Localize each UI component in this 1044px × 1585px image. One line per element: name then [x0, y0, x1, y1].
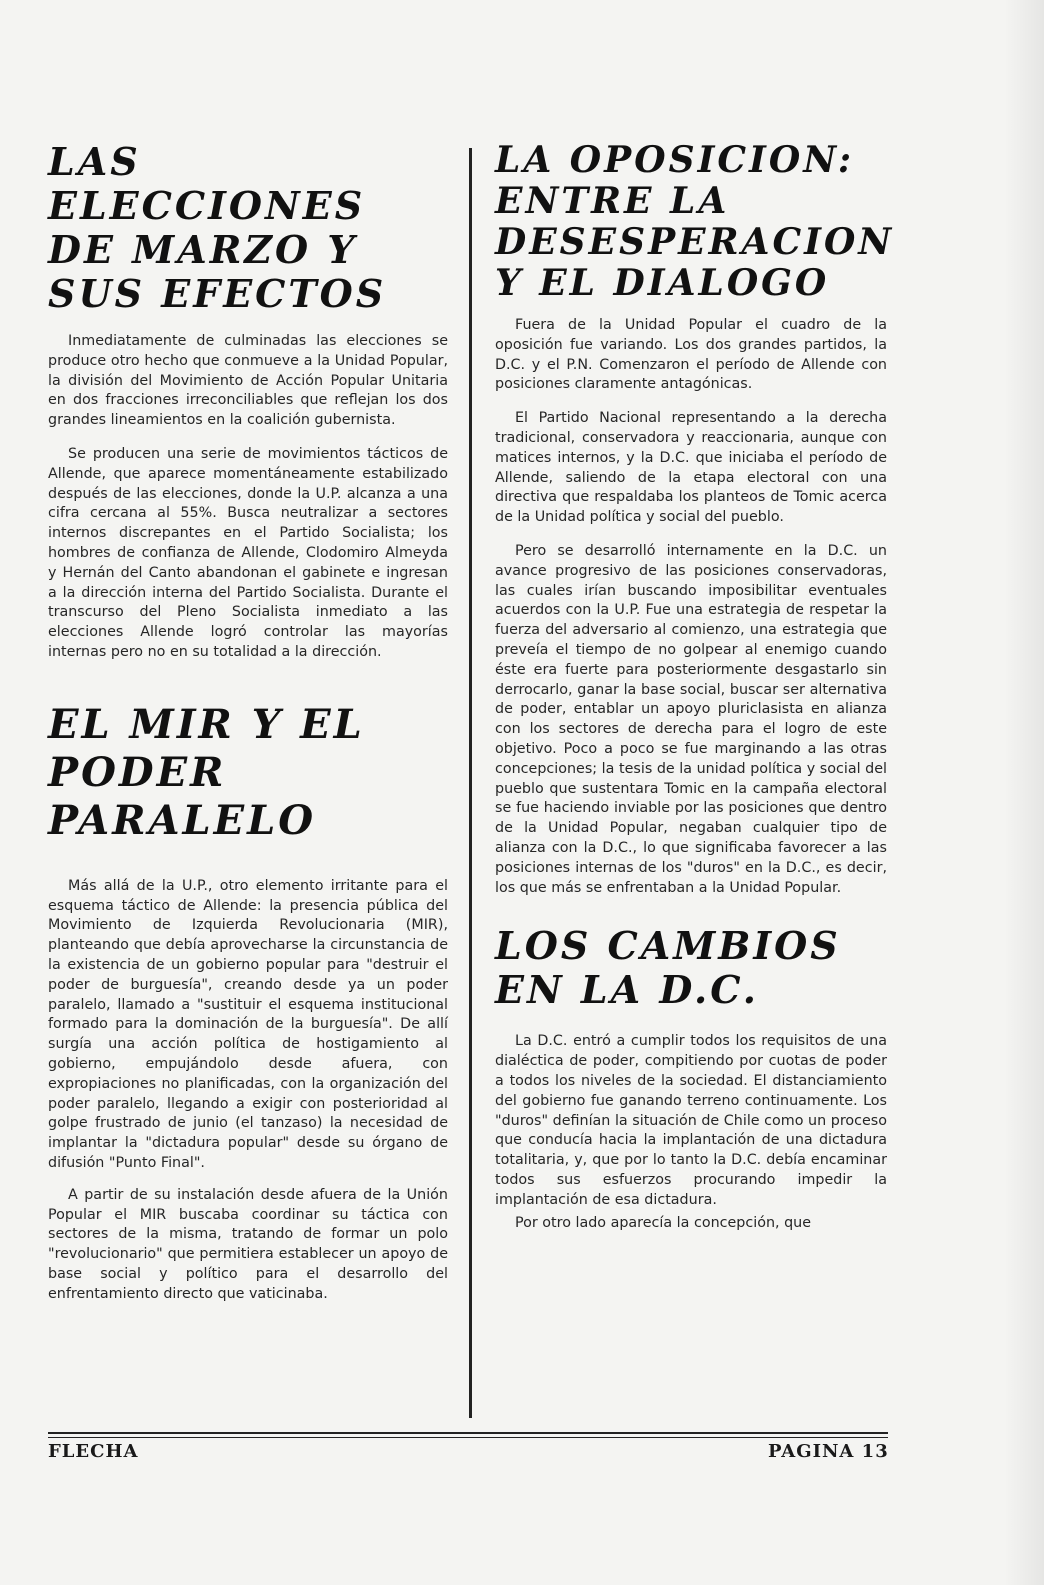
- article-elecciones: [48, 140, 448, 663]
- paragraph: Fuera de la Unidad Popular el cuadro de la oposición fue variando. Los dos grandes partidos, la D.C. y el P.N. Comenzaron el período de Allende con posiciones claramente antagónicas.: [495, 317, 887, 393]
- paragraph: La D.C. entró a cumplir todos los requisitos de una dialéctica de poder, compitiendo por cuotas de poder a todos los niveles de la sociedad. El distanciamiento del gobierno fue ganando terreno continuamente. Los "duros" definían la situación de Chile como un proceso que conducía hacia la implantación de una dictadura totalitaria, y, que por lo tanto la D.C. debía encaminar todos sus esfuerzos procurando impedir la implantación de esa dictadura.: [495, 1033, 887, 1208]
- article-mir: [48, 701, 448, 1305]
- footer-rule: [48, 1432, 888, 1434]
- headline-cambios: LOS CAMBIOS EN LA D.C.: [495, 923, 841, 1013]
- paragraph: Más allá de la U.P., otro elemento irritante para el esquema táctico de Allende: la presencia pública del Movimiento de Izquierda Revolucionaria (MIR), planteando que debía aprovecharse la circunstancia de la existencia de un gobierno popular para "destruir el poder de burguesía", creando desde ya un poder paralelo, llamado a "sustituir el esquema institucional formado para la dominación de la burguesía". De allí surgía una acción política de hostigamiento al gobierno, empujándolo desde afuera, con expropiaciones no planificadas, con la organización del poder paralelo, llegando a exigir con posterioridad al golpe frustrado de junio (el tanzaso) la necesidad de implantar la "dictadura popular" desde su órgano de difusión "Punto Final".: [48, 877, 448, 1171]
- paragraph: A partir de su instalación desde afuera de la Unión Popular el MIR buscaba coordinar su táctica con sectores de la misma, tratando de formar un polo "revolucionario" que permitiera establecer un apoyo de base social y político para el desarrollo del enfrentamiento directo que vaticinaba.: [48, 1186, 448, 1302]
- headline-oposicion: LA OPOSICION: ENTRE LA DESESPERACION Y EL DIALOGO: [495, 139, 895, 304]
- paragraph: Por otro lado aparecía la concepción, que: [515, 1215, 812, 1232]
- right-column: [495, 139, 895, 1234]
- left-column: [48, 140, 448, 1304]
- headline-elecciones: LAS ELECCIONES DE MARZO Y SUS EFECTOS: [48, 139, 387, 316]
- article-cambios: [495, 924, 887, 1234]
- article-oposicion: [495, 139, 895, 898]
- footer-rule: [48, 1437, 888, 1438]
- page-edge-shading: [1004, 0, 1044, 1585]
- paragraph: El Partido Nacional representando a la derecha tradicional, conservadora y reaccionaria, aunque con matices internos, y la D.C. que iniciaba el período de Allende, saliendo de la etapa electoral con una directiva que respaldaba los planteos de Tomic acerca de la Unidad política y social del pueblo.: [495, 410, 887, 526]
- paragraph: Se producen una serie de movimientos tácticos de Allende, que aparece momentáneamente estabilizado después de las elecciones, donde la U.P. alcanza a una cifra cercana al 55%. Busca neutralizar a sectores internos discrepantes en el Partido Socialista; los hombres de confianza de Allende, Clodomiro Almeyda y Hernán del Canto abandonan el gabinete e ingresan a la dirección interna del Partido Socialista. Durante el transcurso del Pleno Socialista inmediato a las elecciones Allende logró controlar las mayorías internas pero no en su totalidad a la dirección.: [48, 445, 448, 660]
- paragraph: Pero se desarrolló internamente en la D.C. un avance progresivo de las posiciones conservadoras, las cuales irían buscando imposibilitar eventuales acuerdos con la U.P. Fue una estrategia de respetar la fuerza del adversario al comienzo, una estrategia que preveía el tiempo de no golpear al enemigo cuando éste era fuerte para posteriormente desgastarlo sin derrocarlo, ganar la base social, buscar ser alternativa de poder, entablar un apoyo pluriclasista en alianza con los sectores de derecha para el logro de este objetivo. Poco a poco se fue marginando a las otras concepciones; la tesis de la unidad política y social del pueblo que sustentara Tomic en la campaña electoral se fue haciendo inviable por las posiciones que dentro de la Unidad Popular, negaban cualquier tipo de alianza con la D.C., lo que significaba favorecer a las posiciones internas de los "duros" en la D.C., es decir, los que más se enfrentaban a la Unidad Popular.: [495, 542, 887, 896]
- publication-name: FLECHA: [48, 1441, 139, 1462]
- headline-mir: EL MIR Y EL PODER PARALELO: [48, 700, 365, 844]
- paragraph: Inmediatamente de culminadas las elecciones se produce otro hecho que conmueve a la Unidad Popular, la división del Movimiento de Acción Popular Unitaria en dos fracciones irreconciliables que reflejan los dos grandes lineamientos en la coalición gubernista.: [48, 333, 448, 429]
- page-number: PAGINA 13: [768, 1441, 889, 1462]
- column-divider: [469, 148, 472, 1418]
